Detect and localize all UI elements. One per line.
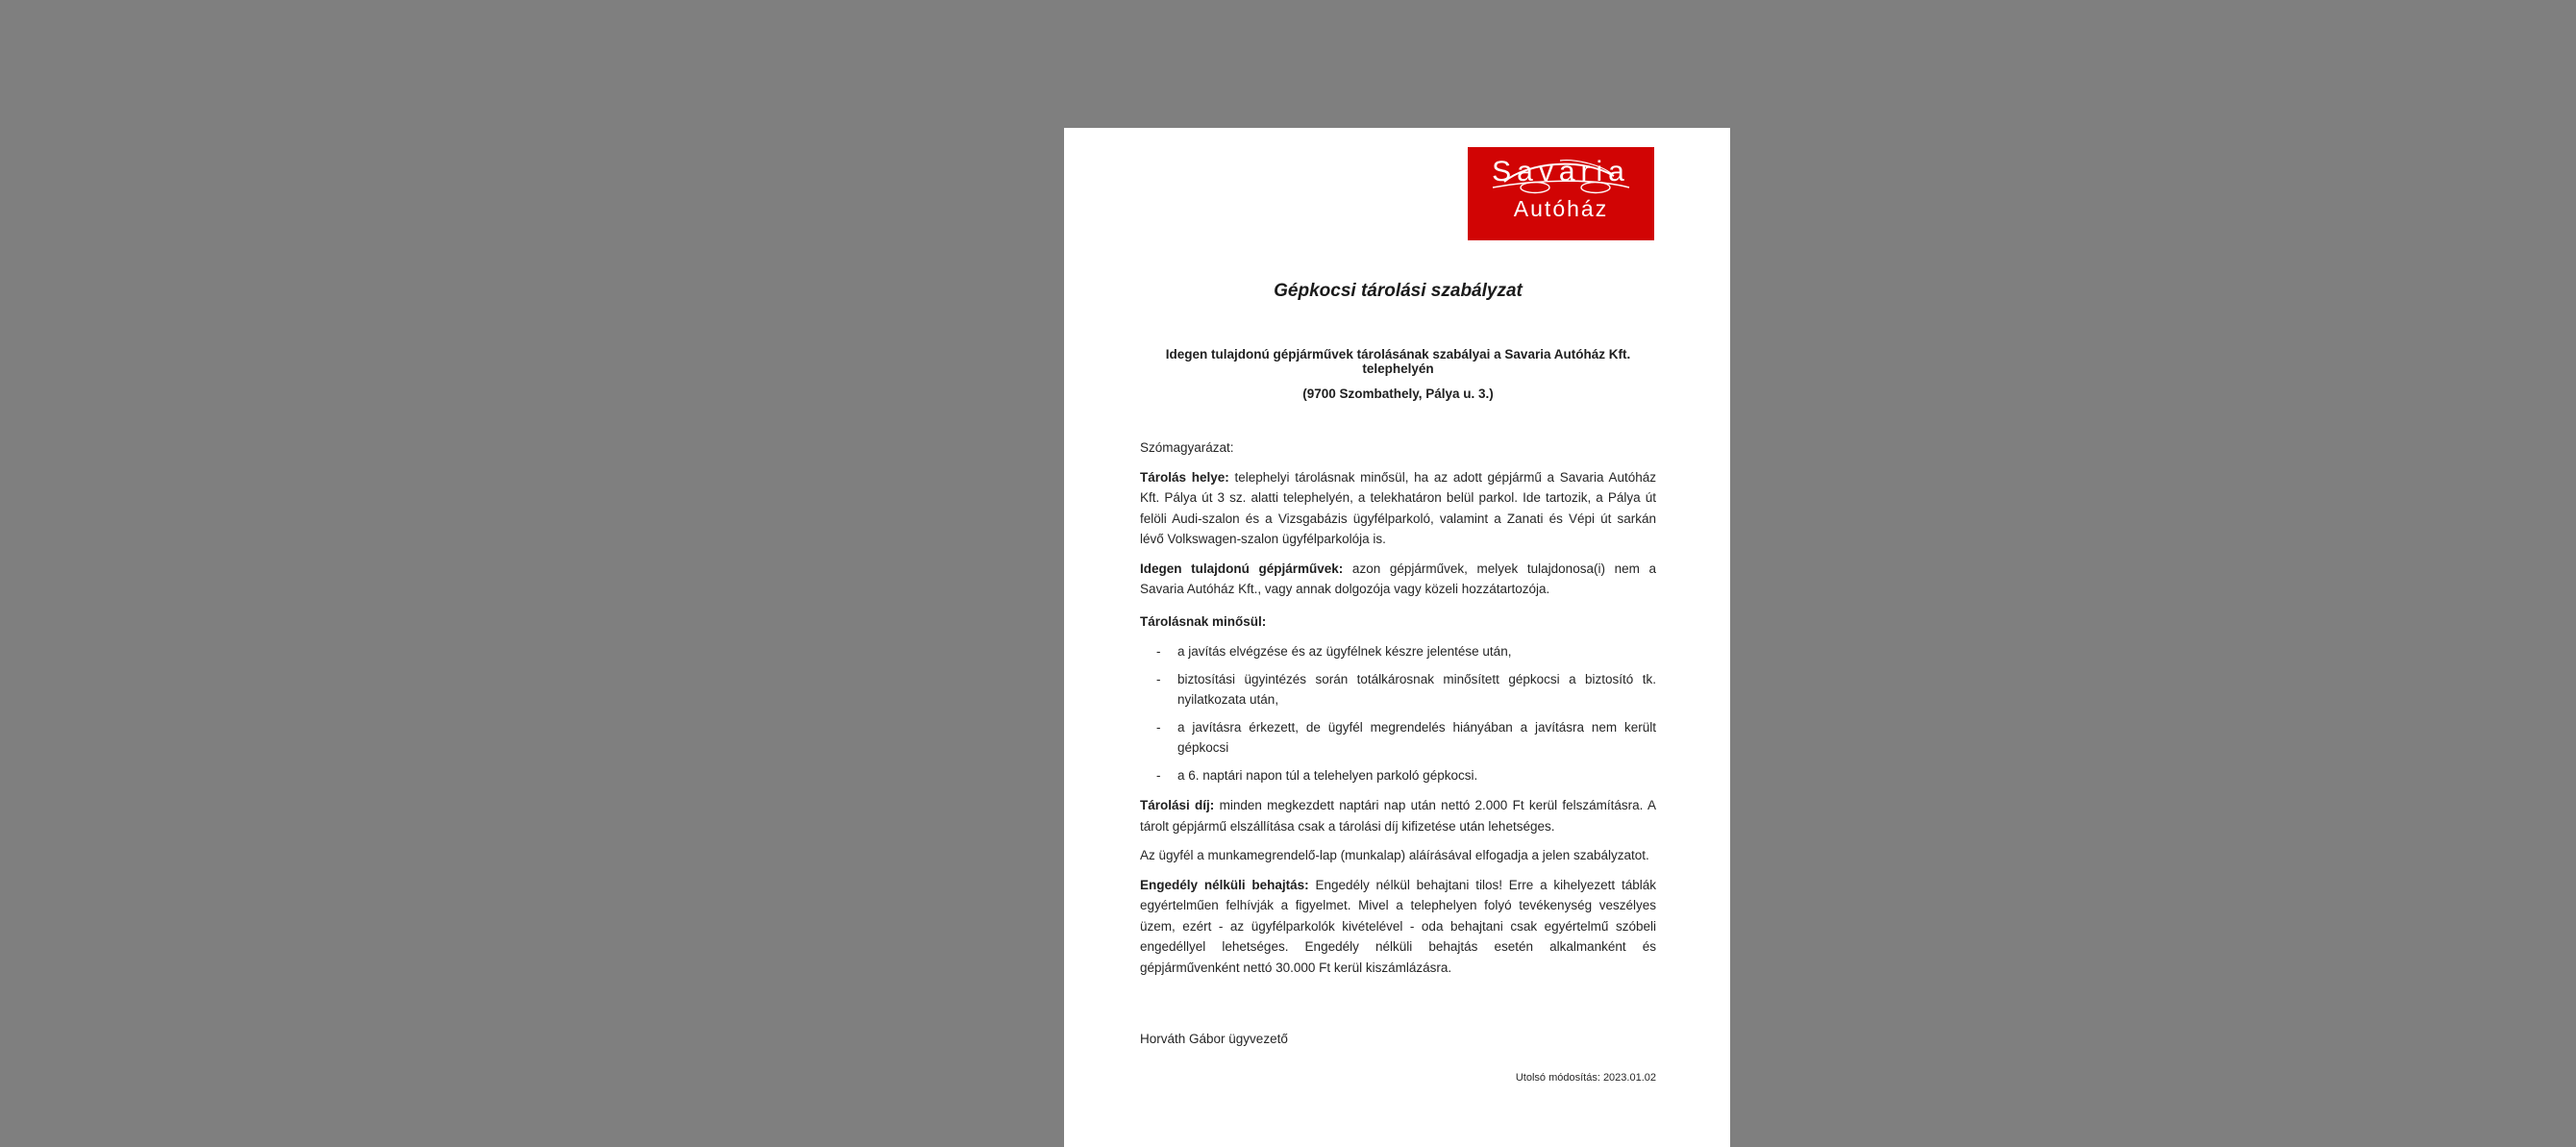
paragraph-storage-fee (1140, 795, 1656, 836)
document-page (1064, 128, 1730, 1147)
paragraph-lead: Engedély nélküli behajtás: (1140, 877, 1309, 892)
document-subtitle-line1: Idegen tulajdonú gépjárművek tárolásának szabályai a Savaria Autóház Kft. telephelyén (1165, 347, 1631, 376)
list-item-text: a javításra érkezett, de ügyfél megrendelés hiányában a javításra nem került gépkocsi (1177, 719, 1656, 755)
last-modified-note: Utolsó módosítás: 2023.01.02 (1515, 1072, 1656, 1084)
glossary-heading: Szómagyarázat: (1140, 440, 1234, 455)
signature-line: Horváth Gábor ügyvezető (1140, 1032, 1288, 1046)
paragraph-text: azon gépjárművek, melyek tulajdonosa(i) nem a Savaria Autóház Kft., vagy annak dolgozója vagy közeli hozzátartozója. (1140, 561, 1656, 596)
paragraph-storage-place (1140, 467, 1656, 550)
document-subtitle-line2: (9700 Szombathely, Pálya u. 3.) (1302, 386, 1494, 401)
list-item (1140, 669, 1656, 711)
paragraph-text: minden megkezdett naptári nap után nettó 2.000 Ft kerül felszámításra. A tárolt gépjármű elszállítása csak a tárolási díj kifizetése után lehetséges. (1140, 798, 1656, 834)
logo-brand-subname: Autóház (1513, 196, 1609, 221)
bullet-dash: - (1156, 644, 1161, 659)
definition-list (1140, 641, 1656, 785)
paragraph-lead: Idegen tulajdonú gépjárművek: (1140, 561, 1344, 576)
list-item (1140, 765, 1656, 786)
bullet-dash: - (1156, 719, 1161, 735)
bullet-dash: - (1156, 671, 1161, 686)
definition-heading: Tárolásnak minősül: (1140, 613, 1267, 629)
paragraph-foreign-vehicles (1140, 559, 1656, 600)
list-item-text: a javítás elvégzése és az ügyfélnek készre jelentése után, (1177, 644, 1512, 659)
logo-brand-name: Savaria (1492, 156, 1630, 187)
paragraph-text: telephelyi tárolásnak minősül, ha az adott gépjármű a Savaria Autóház Kft. Pálya út 3 sz. alatti telephelyén, a telekhatáron belül parkol. Ide tartozik, a Pálya út felöli Audi-szalon és a Vizsgabázis ügyfélparkoló, valamint a Zanati és Vépi út sarkán lévő Volkswagen-szalon ügyfélparkolója is. (1140, 469, 1656, 546)
list-item-text: biztosítási ügyintézés során totálkárosnak minősített gépkocsi a biztosító tk. nyilatkozata után, (1177, 671, 1656, 707)
savaria-logo (1468, 147, 1654, 240)
paragraph-lead: Tárolási díj: (1140, 798, 1215, 812)
bullet-dash: - (1156, 767, 1161, 783)
paragraph-text: Engedély nélkül behajtani tilos! Erre a kihelyezett táblák egyértelműen felhívják a figyelmet. Mivel a telephelyen folyó tevékenység veszélyes üzem, ezért - az ügyfélparkolók kivételével - oda behajtani csak egyértelmű szóbeli engedéllyel lehetséges. Engedély nélküli behajtás esetén alkalmanként és gépjárművenként nettó 30.000 Ft kerül kiszámlázásra. (1140, 877, 1656, 975)
list-item (1140, 641, 1656, 662)
document-title: Gépkocsi tárolási szabályzat (1274, 281, 1523, 301)
paragraph-acceptance: Az ügyfél a munkamegrendelő-lap (munkalap) aláírásával elfogadja a jelen szabályzatot. (1140, 848, 1649, 862)
list-item-text: a 6. naptári napon túl a telehelyen parkoló gépkocsi. (1177, 767, 1478, 783)
paragraph-unauthorized-entry (1140, 875, 1656, 979)
paragraph-lead: Tárolás helye: (1140, 469, 1229, 485)
list-item (1140, 717, 1656, 759)
